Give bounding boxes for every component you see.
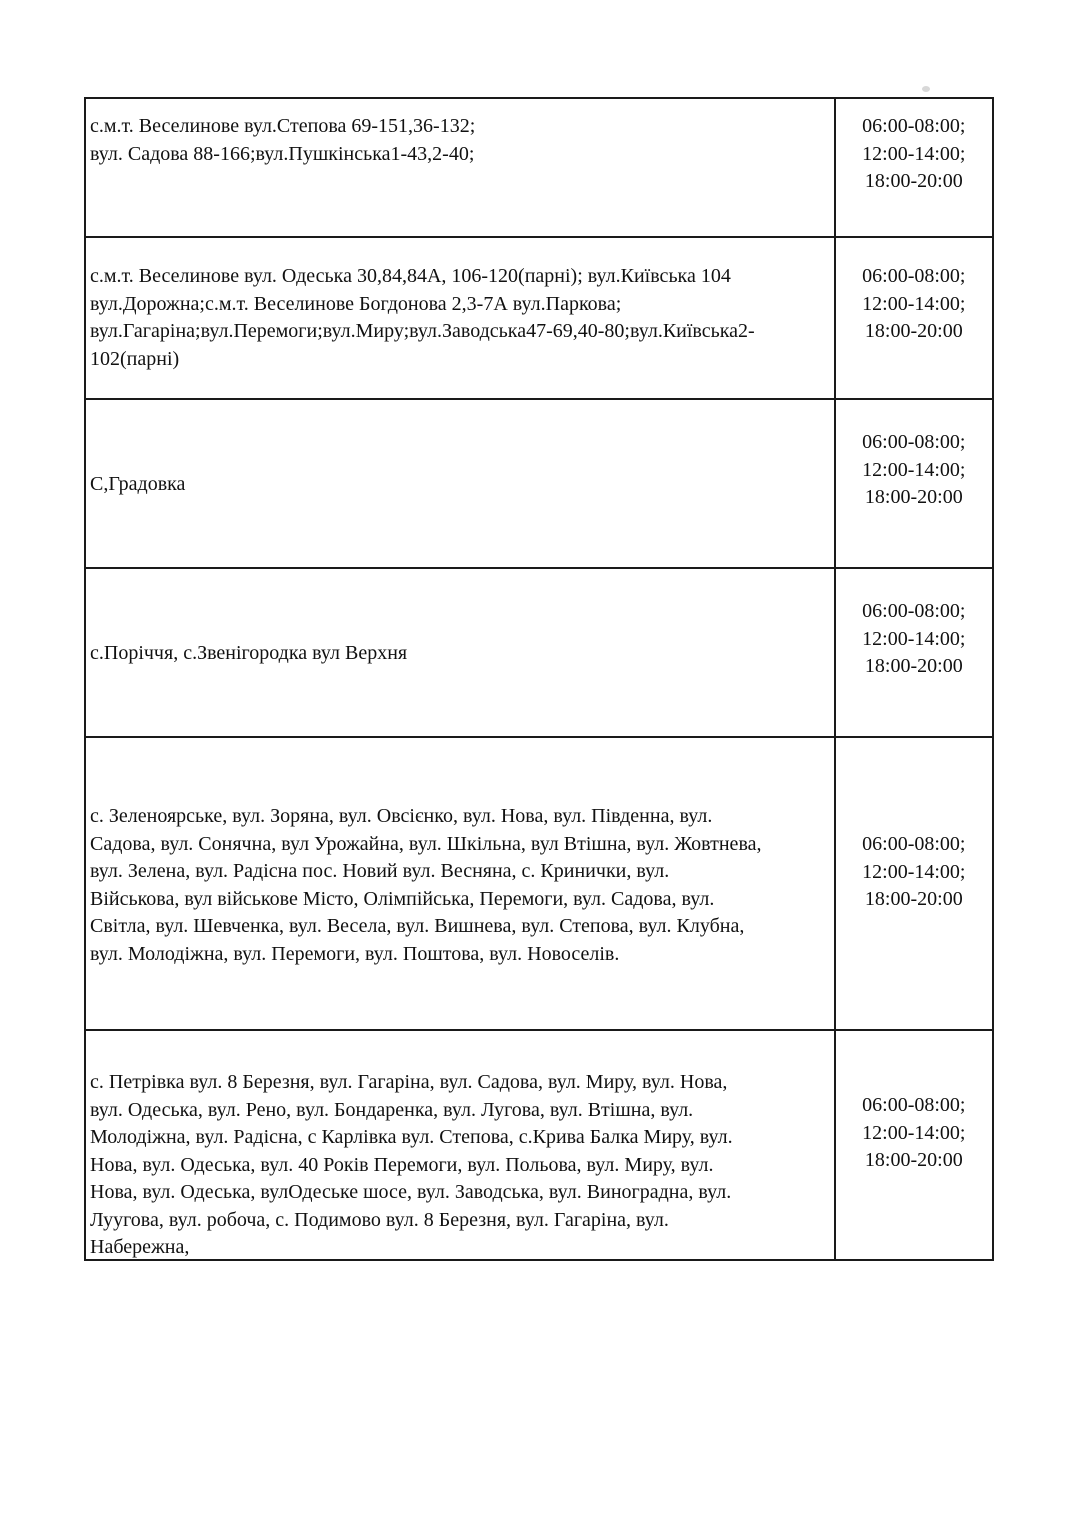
- scan-artifact: [922, 86, 930, 92]
- address-text: с.Поріччя, с.Звенігородка вул Верхня: [90, 642, 408, 664]
- table-row: [85, 98, 993, 237]
- time-slots: 06:00-08:00; 12:00-14:00; 18:00-20:00: [862, 600, 966, 677]
- table-row: [85, 237, 993, 399]
- schedule-table: [84, 97, 994, 1261]
- address-cell: [85, 237, 835, 399]
- address-text: с.м.т. Веселинове вул.Степова 69-151,36-132; вул. Садова 88-166;вул.Пушкінська1-43,2-40;: [90, 115, 476, 165]
- table-row: [85, 568, 993, 737]
- time-slots: 06:00-08:00; 12:00-14:00; 18:00-20:00: [862, 1094, 966, 1171]
- address-cell: [85, 568, 835, 737]
- time-cell: [835, 1030, 993, 1260]
- address-text: с. Петрівка вул. 8 Березня, вул. Гагаріна, вул. Садова, вул. Миру, вул. Нова, вул. Одеська, вул. Рено, вул. Бондаренка, вул. Лугова, вул. Втішна, вул. Молодіжна, вул. Радісна, с Карлівка вул. Степова, с.Крива Балка Миру, вул. Нова, вул. Одеська, вул. 40 Років Перемоги, вул. Польова, вул. Миру, вул. Нова, вул. Одеська, вулОдеське шосе, вул. Заводська, вул. Виноградна, вул. Луугова, вул. робоча, с. Подимово вул. 8 Березня, вул. Гагаріна, вул. Набережна,: [90, 1071, 733, 1258]
- table-row: [85, 737, 993, 1030]
- address-cell: [85, 98, 835, 237]
- address-cell: [85, 737, 835, 1030]
- time-cell: [835, 737, 993, 1030]
- time-cell: [835, 399, 993, 568]
- address-cell: [85, 1030, 835, 1260]
- address-text: с. Зеленоярське, вул. Зоряна, вул. Овсієнко, вул. Нова, вул. Південна, вул. Садова, вул. Сонячна, вул Урожайна, вул. Шкільна, вул Втішна, вул. Жовтнева, вул. Зелена, вул. Радісна пос. Новий вул. Весняна, с. Кринички, вул. Військова, вул військове Місто, Олімпійська, Перемоги, вул. Садова, вул. Світла, вул. Шевченка, вул. Весела, вул. Вишнева, вул. Степова, вул. Клубна, вул. Молодіжна, вул. Перемоги, вул. Поштова, вул. Новоселів.: [90, 805, 762, 965]
- time-slots: 06:00-08:00; 12:00-14:00; 18:00-20:00: [862, 265, 966, 342]
- time-slots: 06:00-08:00; 12:00-14:00; 18:00-20:00: [862, 833, 966, 910]
- time-slots: 06:00-08:00; 12:00-14:00; 18:00-20:00: [862, 431, 966, 508]
- address-text: с.м.т. Веселинове вул. Одеська 30,84,84А, 106-120(парні); вул.Київська 104 вул.Дорожна;с.м.т. Веселинове Богдонова 2,3-7А вул.Паркова; вул.Гагаріна;вул.Перемоги;вул.Миру;вул.Заводська47-69,40-80;вул.Київська2- 102(парні): [90, 265, 755, 370]
- address-text: С,Градовка: [90, 473, 186, 495]
- table-row: [85, 399, 993, 568]
- time-cell: [835, 568, 993, 737]
- address-cell: [85, 399, 835, 568]
- time-slots: 06:00-08:00; 12:00-14:00; 18:00-20:00: [862, 115, 966, 192]
- time-cell: [835, 98, 993, 237]
- table-row: [85, 1030, 993, 1260]
- time-cell: [835, 237, 993, 399]
